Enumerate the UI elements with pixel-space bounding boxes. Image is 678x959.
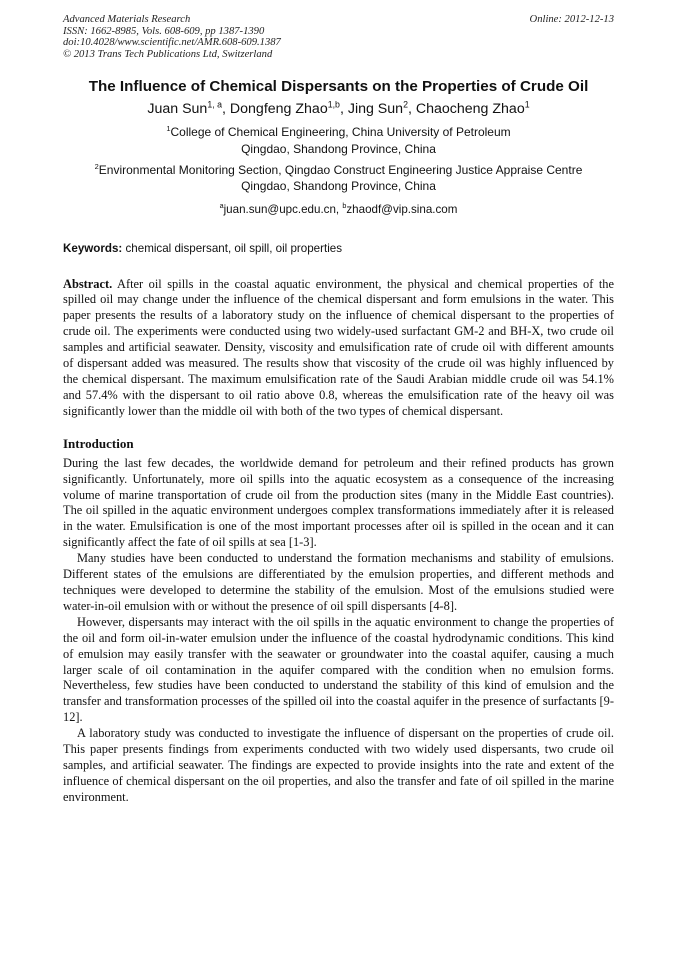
body-paragraph: A laboratory study was conducted to investigate the influence of dispersant on the properties of crude oil. This paper presents findings from experiments conducted with two widely used dispersants, two crude oil samples, and artificial seawater. The findings are expected to provide insights into the rate and extent of the influence of chemical dispersant on the oil properties, and also the transfer and fate of oil spilled in the marine environment.	[63, 726, 614, 804]
keywords-label: Keywords:	[63, 241, 123, 255]
email-link[interactable]: juan.sun@upc.edu.cn,	[223, 202, 343, 216]
abstract	[63, 277, 614, 420]
paper-page	[63, 14, 614, 806]
online-date: Online: 2012-12-13	[529, 14, 614, 25]
doi-line: doi:10.4028/www.scientific.net/AMR.608-609.1387	[63, 37, 281, 49]
affiliation-sup: 1	[166, 124, 171, 134]
author-list: Juan Sun$^{1, a}$, Dongfeng Zhao$^{1,b}$, Jing Sun$^2$, Chaocheng Zhao$^1$	[147, 99, 530, 118]
email-list	[63, 202, 614, 217]
email-sup: a	[219, 200, 224, 210]
paper-title: The Influence of Chemical Dispersants on the Properties of Crude Oil	[88, 78, 589, 96]
author-sup: 1	[524, 99, 530, 110]
affiliation-line: Environmental Monitoring Section, Qingdao Construct Engineering Justice Appraise Centre	[98, 162, 583, 177]
affiliation-2	[63, 162, 614, 195]
author-sup: 2	[403, 99, 408, 110]
body-paragraph: Many studies have been conducted to understand the formation mechanisms and stability of emulsions. Different states of the emulsions are differentiated by the emulsion properties, and different methods and techniques were developed to determine the stability of the emulsion. Most of the emulsions studied were water-in-oil emulsion with or without the presence of oil spill dispersants [4-8].	[63, 551, 614, 613]
author-sup: 1, a	[207, 99, 223, 110]
keywords	[63, 241, 614, 256]
author-name: Dongfeng Zhao	[229, 101, 328, 118]
body-paragraph: However, dispersants may interact with the oil spills in the aquatic environment to change the properties of the oil and form oil-in-water emulsion under the influence of the coastal hydrodynamic conditions. This kind of emulsion may easily transfer with the seawater or groundwater into the coastal aquifer, causing a much larger scale of oil contamination in the aquifer compared with the condition when no emulsion forms. Nevertheless, few studies have been conducted to understand the stability of this kind of emulsion and the transfer and transformation processes of the spilled oil into the coastal aquifer in the presence of surfactants [9-12].	[63, 614, 614, 725]
author-sup: 1,b	[327, 99, 340, 110]
abstract-text: After oil spills in the coastal aquatic environment, the physical and chemical properties of the spilled oil may change under the influence of the chemical dispersant and form emulsions in the water. This paper presents the results of a laboratory study on the influence of chemical dispersant to the properties of crude oil. The experiments were conducted using two widely-used surfactant GM-2 and BH-X, two crude oil samples and artificial seawater. Density, viscosity and emulsification rate of crude oil with different amounts of dispersant added was measured. The results show that viscosity of the crude oil was highly influenced by the chemical dispersant. The maximum emulsification rate of the Saudi Arabian middle crude oil was 54.1% and 57.4% with the dispersant to oil ratio above 0.8, whereas the emulsification rate of the heavy oil was significantly lower than the middle oil with both of the two types of chemical dispersant.	[63, 276, 614, 418]
author-name: Chaocheng Zhao	[415, 101, 525, 118]
copyright-line: © 2013 Trans Tech Publications Ltd, Switzerland	[63, 48, 273, 60]
affiliation-sup: 2	[94, 161, 99, 171]
affiliation-1	[63, 124, 614, 157]
author-name: Juan Sun	[147, 101, 208, 118]
email-link[interactable]: zhaodf@vip.sina.com	[346, 202, 458, 216]
journal-header	[63, 14, 614, 60]
email-sup: b	[342, 200, 347, 210]
keywords-text: chemical dispersant, oil spill, oil properties	[122, 241, 343, 255]
affiliation-line: Qingdao, Shandong Province, China	[241, 141, 436, 156]
section-heading-introduction: Introduction	[63, 435, 134, 451]
affiliation-line: Qingdao, Shandong Province, China	[241, 179, 436, 194]
affiliation-line: College of Chemical Engineering, China University of Petroleum	[170, 125, 511, 140]
abstract-label: Abstract.	[63, 276, 113, 291]
author-name: Jing Sun	[347, 101, 404, 118]
body-paragraph: During the last few decades, the worldwide demand for petroleum and their refined products has grown significantly. Unfortunately, more oil spills into the aquatic ecosystem as a consequence of the increasing volume of marine transportation of crude oil from the production sites (many in the Middle East countries). The oil spilled in the aquatic environment undergoes complex transformations immediately after it is released in the water. Emulsification is one of the most important processes after oil is spilled in the ocean and it can significantly affect the fate of oil spills at sea [1-3].	[63, 455, 614, 550]
journal-name: Advanced Materials Research	[63, 14, 191, 25]
issn-line: ISSN: 1662-8985, Vols. 608-609, pp 1387-1390	[63, 25, 265, 37]
